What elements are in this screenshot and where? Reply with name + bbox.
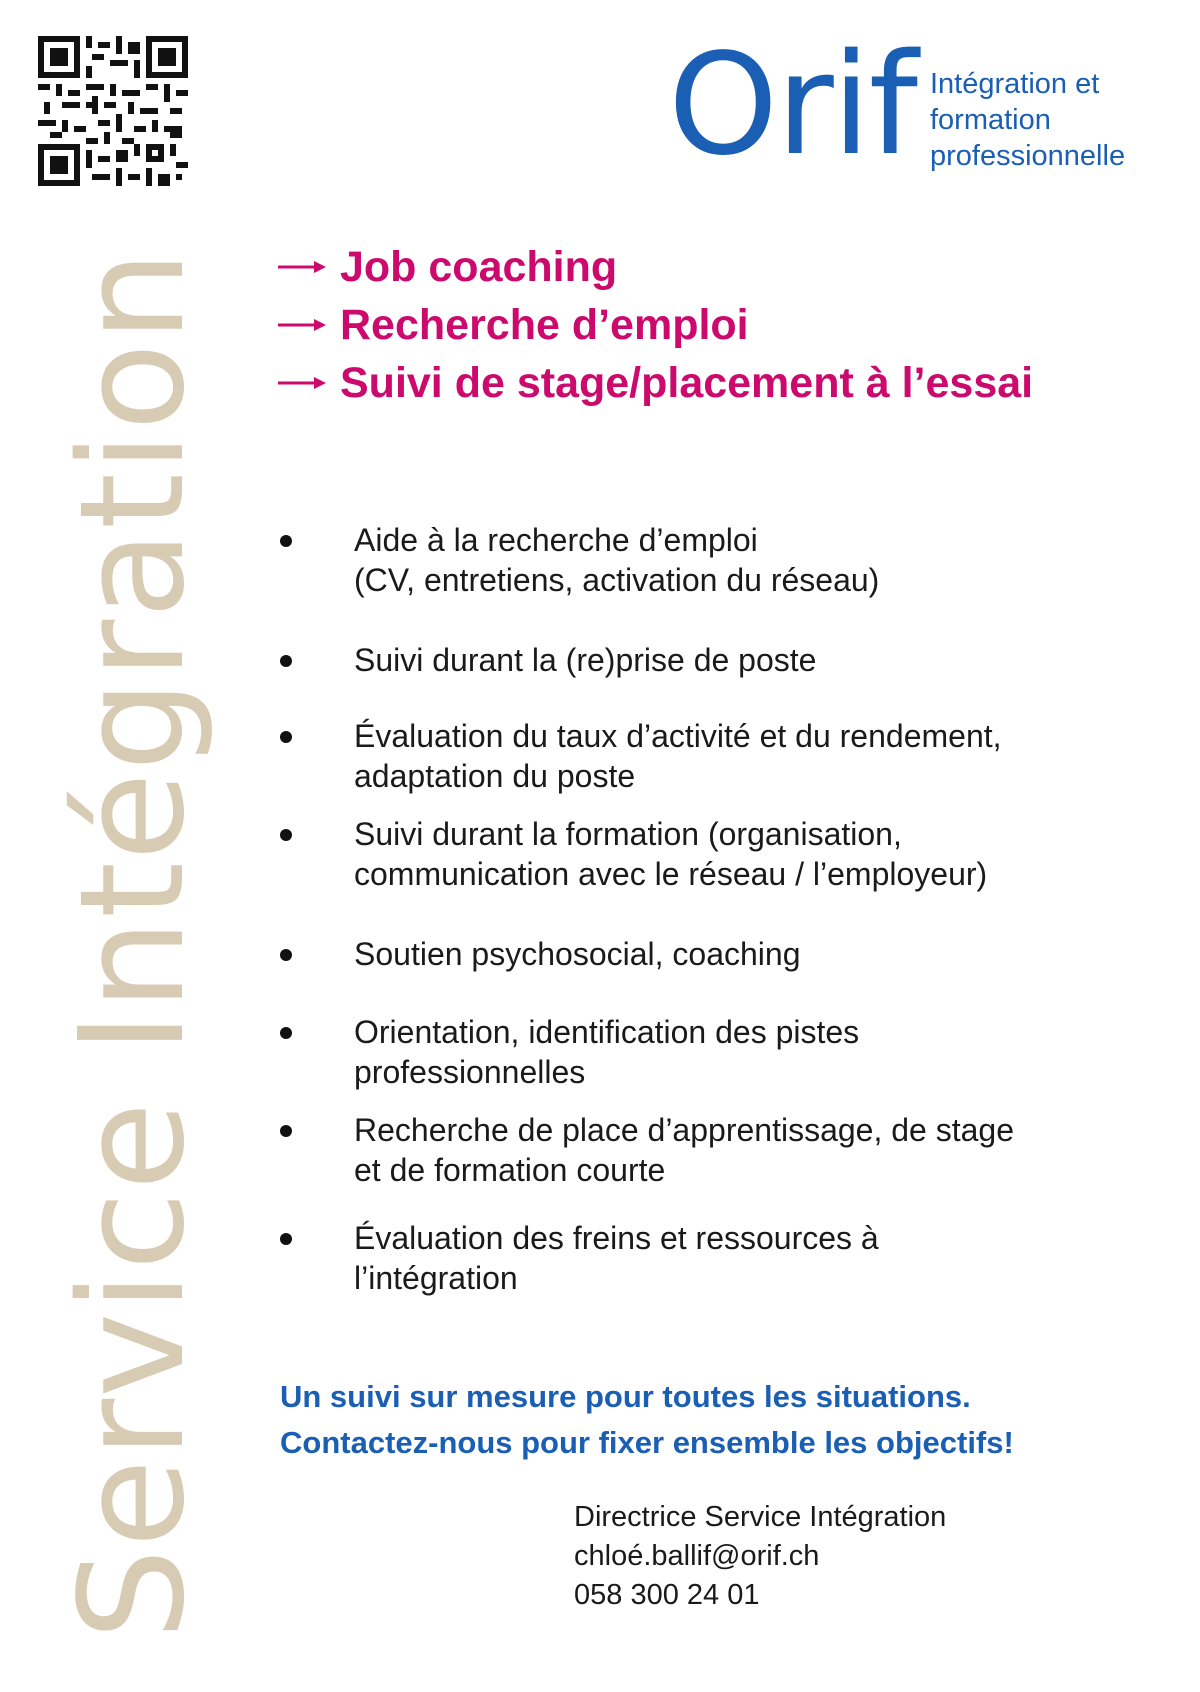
- contact-block: [574, 1498, 946, 1615]
- contact-phone[interactable]: 058 300 24 01: [574, 1579, 760, 1611]
- bullet-icon: [280, 1233, 292, 1245]
- tagline-line: formation: [930, 104, 1051, 136]
- bullet-icon: [280, 535, 292, 547]
- list-item: [280, 640, 816, 680]
- list-item-text: Suivi durant la formation (organisation, communication avec le réseau / l’employeur): [354, 816, 988, 892]
- arrow-right-icon: [278, 317, 326, 333]
- tagline-line: Intégration et: [930, 68, 1100, 100]
- list-item-text: Évaluation du taux d’activité et du rendement, adaptation du poste: [354, 718, 1002, 794]
- contact-email[interactable]: chloé.ballif@orif.ch: [574, 1540, 820, 1572]
- list-item: [280, 716, 1002, 796]
- orif-logo: [668, 24, 1168, 188]
- bullet-icon: [280, 1125, 292, 1137]
- list-item: [280, 1012, 859, 1092]
- list-item: [280, 1218, 879, 1298]
- logo-tagline: [930, 66, 1125, 174]
- list-item-text: Soutien psychosocial, coaching: [354, 936, 801, 972]
- headline-text: Suivi de stage/placement à l’essai: [340, 358, 1034, 407]
- bullet-icon: [280, 829, 292, 841]
- headline-item: [278, 354, 1033, 412]
- list-item: [280, 520, 879, 600]
- list-item-text: Aide à la recherche d’emploi (CV, entretiens, activation du réseau): [354, 522, 880, 598]
- bullet-icon: [280, 731, 292, 743]
- list-item: [280, 814, 987, 894]
- bullet-icon: [280, 1027, 292, 1039]
- list-item: [280, 1110, 1014, 1190]
- list-item-text: Recherche de place d’apprentissage, de stage et de formation courte: [354, 1112, 1014, 1188]
- contact-role: Directrice Service Intégration: [574, 1501, 947, 1533]
- list-item: [280, 934, 801, 974]
- qr-code-icon[interactable]: [38, 36, 188, 186]
- list-item-text: Évaluation des freins et ressources à l’intégration: [354, 1220, 879, 1296]
- service-title: Service Intégration: [48, 249, 216, 1640]
- arrow-right-icon: [278, 259, 326, 275]
- logo-wordmark: Orif: [668, 24, 916, 187]
- arrow-right-icon: [278, 375, 326, 391]
- headline-list: [278, 238, 1033, 412]
- headline-item: [278, 296, 1033, 354]
- headline-text: Recherche d’emploi: [340, 300, 749, 349]
- bullet-icon: [280, 655, 292, 667]
- list-item-text: Suivi durant la (re)prise de poste: [354, 642, 817, 678]
- headline-item: [278, 238, 1033, 296]
- call-to-action: [280, 1374, 1014, 1466]
- vertical-title-wrapper: [48, 220, 216, 1640]
- tagline-line: professionnelle: [930, 140, 1126, 172]
- list-item-text: Orientation, identification des pistes professionnelles: [354, 1014, 860, 1090]
- headline-text: Job coaching: [340, 242, 618, 291]
- bullet-icon: [280, 949, 292, 961]
- cta-line: Contactez-nous pour fixer ensemble les objectifs!: [280, 1425, 1014, 1460]
- cta-line: Un suivi sur mesure pour toutes les situations.: [280, 1379, 971, 1414]
